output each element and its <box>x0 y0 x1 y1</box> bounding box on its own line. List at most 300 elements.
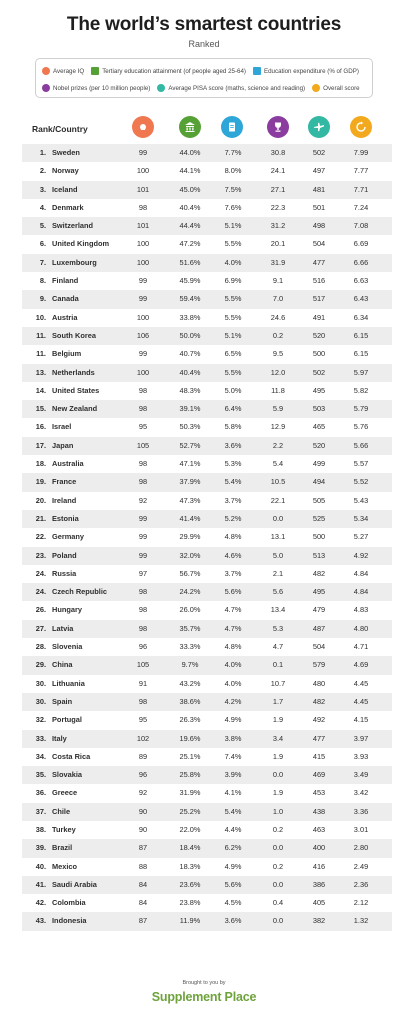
rank-cell: 30. <box>35 696 46 706</box>
table-row <box>22 601 392 619</box>
pisa-cell: 502 <box>312 367 326 377</box>
table-row <box>22 803 392 821</box>
iq-cell: 90 <box>138 806 148 816</box>
expenditure-cell: 4.7% <box>224 623 242 633</box>
tertiary-cell: 51.6% <box>179 257 201 267</box>
pisa-cell: 503 <box>312 404 326 414</box>
nobel-cell: 24.1 <box>270 166 286 176</box>
tertiary-cell: 24.2% <box>179 587 201 597</box>
country-cell: Mexico <box>52 861 78 871</box>
rank-cell: 26. <box>35 605 46 615</box>
iq-cell: 98 <box>138 385 148 395</box>
overall-cell: 2.80 <box>353 843 369 853</box>
iq-cell: 97 <box>138 568 148 578</box>
expenditure-cell: 6.4% <box>224 404 242 414</box>
pisa-cell: 477 <box>312 257 326 267</box>
brand-logo: Supplement Place <box>151 990 257 1004</box>
iq-cell: 84 <box>138 879 148 889</box>
nobel-cell: 10.7 <box>270 678 286 688</box>
country-cell: Chile <box>52 806 71 816</box>
expenditure-cell: 3.6% <box>224 916 242 926</box>
nobel-cell: 0.2 <box>272 824 284 834</box>
expenditure-cell: 6.5% <box>224 349 242 359</box>
iq-cell: 99 <box>138 513 148 523</box>
country-cell: Turkey <box>52 824 76 834</box>
tertiary-cell: 18.3% <box>179 861 201 871</box>
table-row <box>22 894 392 912</box>
nobel-cell: 13.1 <box>270 532 286 542</box>
overall-cell: 7.77 <box>353 166 369 176</box>
tertiary-cell: 9.7% <box>181 660 199 670</box>
iq-cell: 90 <box>138 824 148 834</box>
iq-cell: 87 <box>138 916 148 926</box>
tertiary-cell: 26.0% <box>179 605 201 615</box>
country-cell: Spain <box>52 696 73 706</box>
pisa-cell: 482 <box>312 568 326 578</box>
table-row <box>22 784 392 802</box>
country-cell: Ireland <box>52 495 77 505</box>
table-row <box>22 675 392 693</box>
tertiary-cell: 40.7% <box>179 349 201 359</box>
tertiary-cell: 29.9% <box>179 532 201 542</box>
pisa-cell: 465 <box>312 422 326 432</box>
pisa-cell: 517 <box>312 294 326 304</box>
table-row <box>22 272 392 290</box>
iq-cell: 99 <box>138 148 148 157</box>
table-row <box>22 620 392 638</box>
expenditure-cell: 5.8% <box>224 422 242 432</box>
pisa-cell: 516 <box>312 276 326 286</box>
nobel-cell: 1.9 <box>272 715 284 725</box>
table-row <box>22 217 392 235</box>
table-row <box>22 528 392 546</box>
page-title: The world’s smartest countries <box>66 14 342 35</box>
pisa-cell: 579 <box>312 660 326 670</box>
overall-cell: 3.36 <box>353 806 369 816</box>
country-cell: Slovakia <box>52 770 82 780</box>
pisa-cell: 463 <box>312 824 326 834</box>
table-row <box>22 766 392 784</box>
pisa-cell: 438 <box>312 806 326 816</box>
nobel-cell: 5.6 <box>272 587 284 597</box>
nobel-cell: 13.4 <box>270 605 286 615</box>
country-cell: Costa Rica <box>52 751 91 761</box>
rank-cell: 10. <box>35 312 46 322</box>
rank-cell: 20. <box>35 495 46 505</box>
rank-cell: 11. <box>36 330 46 340</box>
table-row <box>22 235 392 253</box>
iq-cell: 92 <box>138 495 148 505</box>
iq-cell: 98 <box>138 202 148 212</box>
pisa-cell: 520 <box>312 330 326 340</box>
rank-cell: 21. <box>35 513 46 523</box>
table-row <box>22 290 392 308</box>
pisa-cell: 525 <box>312 513 326 523</box>
nobel-cell: 4.7 <box>272 642 284 652</box>
nobel-cell: 5.4 <box>272 459 284 469</box>
rank-cell: 43. <box>35 916 46 926</box>
tertiary-cell: 52.7% <box>179 440 201 450</box>
tertiary-cell: 47.2% <box>179 239 201 249</box>
document-icon <box>253 67 261 75</box>
table-row <box>22 181 392 199</box>
plane-icon <box>157 84 165 92</box>
tertiary-cell: 33.8% <box>179 312 201 322</box>
table-row <box>22 711 392 729</box>
overall-cell: 1.32 <box>353 916 369 926</box>
tertiary-cell: 45.9% <box>179 276 201 286</box>
expenditure-cell: 6.9% <box>224 276 242 286</box>
tertiary-cell: 39.1% <box>179 404 201 414</box>
rank-cell: 7. <box>39 257 46 267</box>
expenditure-cell: 4.7% <box>224 605 242 615</box>
nobel-cell: 10.5 <box>270 477 286 487</box>
table-row <box>22 693 392 711</box>
country-cell: United States <box>52 385 100 395</box>
pisa-cell: 505 <box>312 495 326 505</box>
nobel-cell: 0.0 <box>272 770 284 780</box>
tertiary-cell: 33.3% <box>179 642 201 652</box>
expenditure-cell: 4.1% <box>224 788 242 798</box>
table-row <box>22 473 392 491</box>
pisa-cell: 453 <box>312 788 326 798</box>
expenditure-cell: 4.0% <box>224 678 242 688</box>
expenditure-cell: 3.8% <box>224 733 242 743</box>
expenditure-cell: 5.6% <box>224 879 242 889</box>
overall-cell: 3.49 <box>353 770 369 780</box>
expenditure-cell: 4.9% <box>224 861 242 871</box>
expenditure-cell: 5.5% <box>224 294 242 304</box>
table-row <box>22 162 392 180</box>
nobel-cell: 27.1 <box>270 184 286 194</box>
expenditure-cell: 5.1% <box>224 221 242 231</box>
legend-label: Average PISA score (maths, science and reading) <box>168 84 306 92</box>
country-cell: Italy <box>52 733 67 743</box>
rank-cell: 32. <box>35 715 46 725</box>
legend-item-expenditure <box>253 67 359 75</box>
table-row <box>22 345 392 363</box>
pisa-cell: 494 <box>312 477 326 487</box>
ranking-table <box>22 144 392 931</box>
rank-cell: 8. <box>39 276 46 286</box>
country-cell: Norway <box>52 166 79 176</box>
country-cell: Canada <box>52 294 79 304</box>
expenditure-cell: 6.2% <box>224 843 242 853</box>
pisa-cell: 504 <box>312 642 326 652</box>
tertiary-cell: 11.9% <box>179 916 201 926</box>
overall-cell: 5.43 <box>353 495 369 505</box>
nobel-cell: 30.8 <box>270 148 286 157</box>
country-cell: Netherlands <box>52 367 95 377</box>
expenditure-cell: 4.0% <box>224 257 242 267</box>
country-cell: Australia <box>52 459 84 469</box>
legend-item-pisa <box>157 84 305 92</box>
expenditure-cell: 5.1% <box>224 330 242 340</box>
table-row <box>22 382 392 400</box>
tertiary-cell: 40.4% <box>179 202 201 212</box>
tertiary-cell: 47.3% <box>179 495 201 505</box>
iq-cell: 96 <box>138 642 148 652</box>
tertiary-cell: 35.7% <box>179 623 201 633</box>
table-row <box>22 839 392 857</box>
nobel-cell: 12.0 <box>270 367 286 377</box>
expenditure-cell: 3.7% <box>224 495 242 505</box>
overall-cell: 7.08 <box>353 221 369 231</box>
table-row <box>22 364 392 382</box>
country-cell: Germany <box>52 532 85 542</box>
tertiary-cell: 19.6% <box>179 733 201 743</box>
iq-cell: 99 <box>138 294 148 304</box>
rank-cell: 39. <box>35 843 46 853</box>
rank-cell: 6. <box>39 239 46 249</box>
country-cell: Latvia <box>52 623 74 633</box>
country-cell: Japan <box>52 440 74 450</box>
table-row <box>22 638 392 656</box>
rank-cell: 33. <box>35 733 46 743</box>
pisa-cell: 495 <box>312 587 326 597</box>
tertiary-cell: 56.7% <box>179 568 201 578</box>
rank-cell: 18. <box>35 459 46 469</box>
iq-cell: 98 <box>138 605 148 615</box>
tertiary-cell: 44.4% <box>179 221 201 231</box>
overall-cell: 2.49 <box>353 861 369 871</box>
legend-item-iq <box>42 67 84 75</box>
country-cell: Colombia <box>52 898 86 908</box>
rank-cell: 16. <box>35 422 46 432</box>
pisa-cell: 400 <box>312 843 326 853</box>
nobel-cell: 2.1 <box>272 568 284 578</box>
country-cell: Saudi Arabia <box>52 879 97 889</box>
table-row <box>22 327 392 345</box>
tertiary-cell: 47.1% <box>179 459 201 469</box>
bank-icon <box>91 67 99 75</box>
tertiary-cell: 48.3% <box>179 385 201 395</box>
tertiary-cell: 31.9% <box>179 788 201 798</box>
expenditure-cell: 5.5% <box>224 312 242 322</box>
overall-cell: 6.66 <box>353 257 369 267</box>
iq-cell: 101 <box>136 184 150 194</box>
country-cell: Iceland <box>52 184 78 194</box>
nobel-cell: 0.0 <box>272 879 284 889</box>
table-row <box>22 510 392 528</box>
iq-cell: 100 <box>136 239 150 249</box>
nobel-cell: 31.9 <box>270 257 286 267</box>
overall-cell: 4.84 <box>353 587 369 597</box>
country-cell: Austria <box>52 312 78 322</box>
country-cell: Lithuania <box>52 678 85 688</box>
rank-cell: 11. <box>36 349 46 359</box>
expenditure-cell: 4.8% <box>224 532 242 542</box>
tertiary-cell: 41.4% <box>179 513 201 523</box>
table-row <box>22 730 392 748</box>
rank-cell: 42. <box>35 898 46 908</box>
tertiary-cell: 25.2% <box>179 806 201 816</box>
iq-cell: 99 <box>138 550 148 560</box>
legend-row-2 <box>42 81 366 95</box>
rank-cell: 29. <box>35 660 46 670</box>
overall-cell: 5.34 <box>353 513 369 523</box>
table-row <box>22 254 392 272</box>
overall-cell: 5.52 <box>353 477 369 487</box>
overall-cell: 4.45 <box>353 678 369 688</box>
tertiary-cell: 44.0% <box>179 148 201 157</box>
expenditure-cell: 4.4% <box>224 824 242 834</box>
tertiary-cell: 44.1% <box>179 166 201 176</box>
expenditure-cell: 7.7% <box>224 148 242 157</box>
pisa-cell: 492 <box>312 715 326 725</box>
iq-cell: 99 <box>138 349 148 359</box>
pisa-cell: 481 <box>312 184 326 194</box>
rank-cell: 17. <box>35 440 46 450</box>
country-cell: Belgium <box>52 349 82 359</box>
pisa-cell: 504 <box>312 239 326 249</box>
nobel-cell: 5.3 <box>272 623 284 633</box>
nobel-cell: 1.7 <box>272 696 284 706</box>
legend-row-1 <box>42 64 366 78</box>
pisa-cell: 382 <box>312 916 326 926</box>
overall-cell: 3.93 <box>353 751 369 761</box>
overall-cell: 5.97 <box>353 367 369 377</box>
pisa-cell: 502 <box>312 148 326 157</box>
rank-cell: 24. <box>35 568 46 578</box>
overall-cell: 4.45 <box>353 696 369 706</box>
country-cell: Estonia <box>52 513 79 523</box>
overall-cell: 5.82 <box>353 385 369 395</box>
bank-icon <box>179 116 201 138</box>
pisa-cell: 520 <box>312 440 326 450</box>
rank-cell: 3. <box>39 184 46 194</box>
pisa-cell: 500 <box>312 349 326 359</box>
overall-cell: 3.42 <box>353 788 369 798</box>
nobel-cell: 0.2 <box>272 861 284 871</box>
legend-label: Nobel prizes (per 10 million people) <box>53 84 151 92</box>
overall-cell: 6.69 <box>353 239 369 249</box>
country-cell: Brazil <box>52 843 73 853</box>
table-row <box>22 144 392 162</box>
expenditure-cell: 3.7% <box>224 568 242 578</box>
country-cell: Luxembourg <box>52 257 97 267</box>
country-cell: Denmark <box>52 202 84 212</box>
expenditure-cell: 4.9% <box>224 715 242 725</box>
pisa-cell: 479 <box>312 605 326 615</box>
brain-icon <box>132 116 154 138</box>
overall-cell: 4.71 <box>353 642 369 652</box>
overall-cell: 4.15 <box>353 715 369 725</box>
iq-cell: 95 <box>138 422 148 432</box>
rank-cell: 23. <box>35 550 46 560</box>
table-row <box>22 437 392 455</box>
nobel-cell: 9.1 <box>272 276 284 286</box>
table-row <box>22 821 392 839</box>
legend-item-overall <box>312 84 359 92</box>
iq-cell: 105 <box>136 660 150 670</box>
nobel-cell: 1.9 <box>272 751 284 761</box>
legend-label: Overall score <box>323 84 360 92</box>
pisa-cell: 469 <box>312 770 326 780</box>
tertiary-cell: 50.3% <box>179 422 201 432</box>
iq-cell: 101 <box>136 221 150 231</box>
refresh-icon <box>350 116 372 138</box>
plane-icon <box>308 116 330 138</box>
country-cell: Hungary <box>52 605 82 615</box>
expenditure-cell: 5.4% <box>224 477 242 487</box>
pisa-cell: 415 <box>312 751 326 761</box>
trophy-icon <box>42 84 50 92</box>
pisa-cell: 482 <box>312 696 326 706</box>
table-row <box>22 748 392 766</box>
iq-cell: 98 <box>138 477 148 487</box>
expenditure-cell: 7.6% <box>224 202 242 212</box>
rank-cell: 34. <box>35 751 46 761</box>
overall-cell: 6.34 <box>353 312 369 322</box>
tertiary-cell: 43.2% <box>179 678 201 688</box>
nobel-cell: 11.8 <box>271 385 285 395</box>
nobel-cell: 5.9 <box>272 404 284 414</box>
tertiary-cell: 26.3% <box>179 715 201 725</box>
iq-cell: 99 <box>138 276 148 286</box>
pisa-cell: 498 <box>312 221 326 231</box>
country-cell: Sweden <box>52 148 80 157</box>
rank-cell: 36. <box>35 788 46 798</box>
rank-cell: 37. <box>35 806 46 816</box>
nobel-cell: 1.9 <box>272 788 284 798</box>
overall-cell: 4.92 <box>353 550 369 560</box>
country-cell: Greece <box>52 788 78 798</box>
rank-cell: 9. <box>39 294 46 304</box>
rank-cell: 19. <box>35 477 46 487</box>
country-cell: Poland <box>52 550 77 560</box>
pisa-cell: 513 <box>312 550 326 560</box>
nobel-cell: 5.0 <box>272 550 284 560</box>
overall-cell: 7.24 <box>353 202 369 212</box>
iq-cell: 102 <box>136 733 150 743</box>
rank-cell: 30. <box>35 678 46 688</box>
tertiary-cell: 50.0% <box>179 330 201 340</box>
rank-cell: 35. <box>35 770 46 780</box>
overall-cell: 7.71 <box>353 184 369 194</box>
nobel-cell: 0.0 <box>272 843 284 853</box>
expenditure-cell: 5.3% <box>224 459 242 469</box>
rank-cell: 13. <box>35 367 46 377</box>
table-row <box>22 656 392 674</box>
expenditure-cell: 4.5% <box>224 898 242 908</box>
tertiary-cell: 23.8% <box>179 898 201 908</box>
table-row <box>22 912 392 930</box>
country-cell: China <box>52 660 73 670</box>
iq-cell: 91 <box>138 678 148 688</box>
rank-cell: 15. <box>35 404 46 414</box>
expenditure-cell: 4.6% <box>224 550 242 560</box>
rank-cell: 22. <box>35 532 46 542</box>
overall-cell: 3.01 <box>353 824 369 834</box>
legend-label: Average IQ <box>53 67 85 75</box>
table-row <box>22 565 392 583</box>
table-header <box>22 116 392 142</box>
country-cell: Czech Republic <box>52 587 108 597</box>
iq-cell: 89 <box>138 751 148 761</box>
rank-cell: 1. <box>39 148 46 157</box>
overall-cell: 4.80 <box>353 623 369 633</box>
table-row <box>22 400 392 418</box>
tertiary-cell: 32.0% <box>179 550 201 560</box>
iq-cell: 98 <box>138 623 148 633</box>
country-cell: United Kingdom <box>52 239 110 249</box>
iq-cell: 87 <box>138 843 148 853</box>
nobel-cell: 7.0 <box>272 294 284 304</box>
iq-cell: 100 <box>136 166 150 176</box>
legend-item-nobel <box>42 84 150 92</box>
iq-cell: 98 <box>138 459 148 469</box>
